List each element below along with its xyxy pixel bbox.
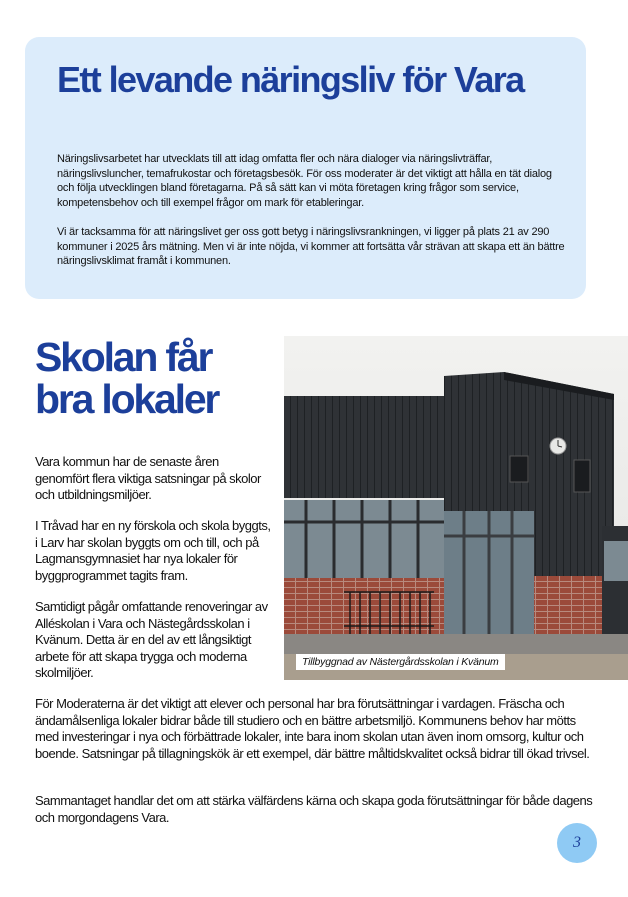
article-paragraph-4: För Moderaterna är det viktigt att elever och personal har bra förutsättningar i vardagen. Fräscha och ändamålsenliga lokaler bidrar både till studiero och en bättre arbetsmiljö. Kommunens behov har mötts med investeringar i nya och förbättrade lokaler, inte bara inom skolan utan även inom omsorg, kultur och boende. Satsningar på tillagningskök är ett exempel, där bättre måltidskvalitet också bidrar till ökad trivsel.	[35, 696, 590, 761]
photo-caption: Tillbyggnad av Nästergårdsskolan i Kvänum	[296, 654, 505, 670]
school-building-photo	[284, 336, 628, 680]
box-paragraph-1: Näringslivsarbetet har utvecklats till att idag omfatta fler och nära dialoger via näringslivträffar, näringslivsluncher, temafrukostar och företagsbesök. För oss moderater är det viktigt att hålla en tät dialog och följa utvecklingen bland företagarna. På så sätt kan vi möta företagen kring frågor som service, kompetensbehov och till exempel frågor om mark för etableringar.	[57, 153, 552, 209]
box-paragraph-2: Vi är tacksamma för att näringslivet ger oss gott betyg i näringslivsrankningen, vi ligger på plats 21 av 290 kommuner i 2025 års mätning. Men vi är inte nöjda, vi kommer att fortsätta vår strävan att skapa ett än bättre näringslivsklimat framåt i kommunen.	[57, 226, 565, 268]
page-number-badge	[557, 823, 597, 863]
article-paragraph-2: I Tråvad har en ny förskola och skola byggts, i Larv har skolan byggts om och till, och på Lagmansgymnasiet har nya lokaler för byggprogrammet tagits fram.	[35, 518, 271, 583]
article-title: Skolan får bra lokaler	[35, 334, 219, 422]
page-number: 3	[573, 834, 581, 851]
article-paragraph-1: Vara kommun har de senaste åren genomfört flera viktiga satsningar på skolor och utbildningsmiljöer.	[35, 454, 261, 502]
box-title: Ett levande näringsliv för Vara	[57, 59, 524, 100]
article-paragraph-5: Sammantaget handlar det om att stärka välfärdens kärna och skapa goda förutsättningar för både dagens och morgondagens Vara.	[35, 793, 593, 825]
article-paragraph-3: Samtidigt pågår omfattande renoveringar av Alléskolan i Vara och Nästegårdsskolan i Kvänum. Detta är en del av ett långsiktigt arbete för att skapa trygga och moderna skolmiljöer.	[35, 599, 268, 680]
